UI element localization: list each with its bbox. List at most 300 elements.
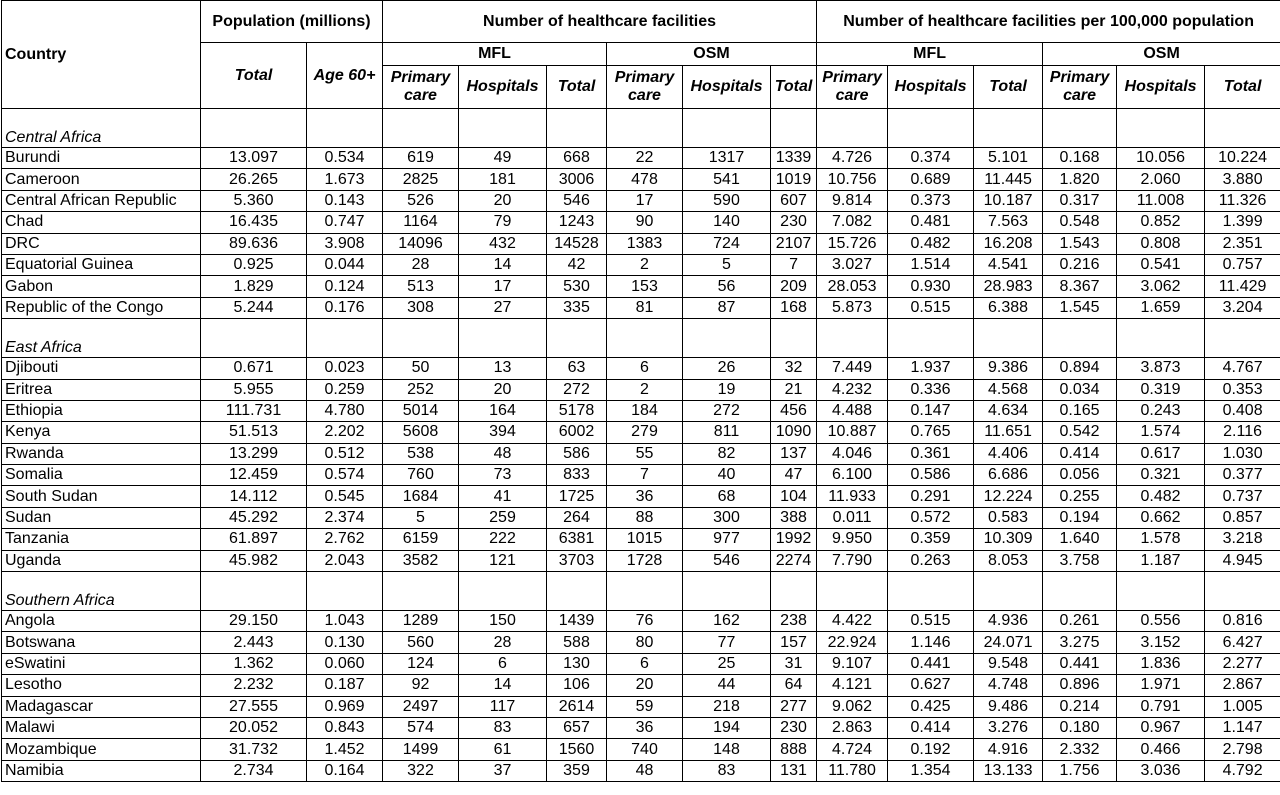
data-cell: 0.617: [1117, 443, 1205, 464]
data-cell: 111.731: [201, 400, 307, 421]
table-row: [2, 529, 1280, 550]
table-row: [2, 358, 1280, 379]
country-name: Tanzania: [2, 529, 201, 550]
data-cell: 79: [459, 212, 547, 233]
data-cell: 1015: [607, 529, 683, 550]
data-cell: 48: [459, 443, 547, 464]
data-cell: 12.224: [974, 486, 1043, 507]
data-cell: 3.204: [1205, 297, 1280, 318]
data-cell: 2614: [547, 696, 607, 717]
empty-cell: [1043, 319, 1117, 358]
data-cell: 27.555: [201, 696, 307, 717]
empty-cell: [607, 572, 683, 611]
header-sub-primary-care: Primary care: [817, 66, 888, 109]
data-cell: 0.056: [1043, 465, 1117, 486]
data-cell: 16.208: [974, 233, 1043, 254]
data-cell: 530: [547, 276, 607, 297]
data-cell: 61.897: [201, 529, 307, 550]
data-cell: 977: [683, 529, 771, 550]
data-cell: 2.374: [307, 507, 383, 528]
data-cell: 3582: [383, 550, 459, 571]
data-cell: 42: [547, 254, 607, 275]
data-cell: 45.982: [201, 550, 307, 571]
data-cell: 4.916: [974, 739, 1043, 760]
empty-cell: [1117, 319, 1205, 358]
header-sub-primary-care: Primary care: [607, 66, 683, 109]
data-cell: 117: [459, 696, 547, 717]
data-cell: 31.732: [201, 739, 307, 760]
data-cell: 2.443: [201, 632, 307, 653]
data-cell: 14: [459, 675, 547, 696]
data-cell: 0.925: [201, 254, 307, 275]
data-cell: 394: [459, 422, 547, 443]
data-cell: 1.354: [888, 760, 974, 781]
data-cell: 7: [607, 465, 683, 486]
data-cell: 7: [771, 254, 817, 275]
country-name: Ethiopia: [2, 400, 201, 421]
data-cell: 3006: [547, 169, 607, 190]
country-name: Equatorial Guinea: [2, 254, 201, 275]
header-per-capita-mfl: MFL: [817, 43, 1043, 66]
data-cell: 11.326: [1205, 190, 1280, 211]
data-cell: 20.052: [201, 717, 307, 738]
data-cell: 9.950: [817, 529, 888, 550]
data-cell: 2497: [383, 696, 459, 717]
data-cell: 1.640: [1043, 529, 1117, 550]
data-cell: 2.332: [1043, 739, 1117, 760]
data-cell: 1.005: [1205, 696, 1280, 717]
data-cell: 184: [607, 400, 683, 421]
data-cell: 3703: [547, 550, 607, 571]
country-name: Angola: [2, 611, 201, 632]
table-row: [2, 611, 1280, 632]
data-cell: 20: [459, 190, 547, 211]
facilities-table: [1, 0, 1280, 782]
table-row: [2, 760, 1280, 781]
data-cell: 10.756: [817, 169, 888, 190]
data-cell: 6.100: [817, 465, 888, 486]
header-population: Population (millions): [201, 1, 383, 43]
region-name: Southern Africa: [2, 572, 201, 611]
data-cell: 11.780: [817, 760, 888, 781]
data-cell: 14528: [547, 233, 607, 254]
table-row: [2, 148, 1280, 169]
data-cell: 0.441: [888, 653, 974, 674]
data-cell: 230: [771, 717, 817, 738]
data-cell: 1560: [547, 739, 607, 760]
data-cell: 2.762: [307, 529, 383, 550]
empty-cell: [771, 319, 817, 358]
data-cell: 17: [459, 276, 547, 297]
data-cell: 157: [771, 632, 817, 653]
empty-cell: [888, 319, 974, 358]
header-sub-total: Total: [547, 66, 607, 109]
data-cell: 1728: [607, 550, 683, 571]
header-facilities-osm: OSM: [607, 43, 817, 66]
data-cell: 252: [383, 379, 459, 400]
data-cell: 222: [459, 529, 547, 550]
data-cell: 0.515: [888, 611, 974, 632]
data-cell: 0.515: [888, 297, 974, 318]
table-row: [2, 169, 1280, 190]
country-name: Gabon: [2, 276, 201, 297]
data-cell: 0.482: [888, 233, 974, 254]
table-row: [2, 233, 1280, 254]
data-cell: 0.541: [1117, 254, 1205, 275]
data-cell: 1.578: [1117, 529, 1205, 550]
data-cell: 131: [771, 760, 817, 781]
region-header-row: [2, 319, 1280, 358]
data-cell: 668: [547, 148, 607, 169]
data-cell: 0.263: [888, 550, 974, 571]
header-sub-hospitals: Hospitals: [1117, 66, 1205, 109]
data-cell: 32: [771, 358, 817, 379]
data-cell: 0.147: [888, 400, 974, 421]
data-cell: 5178: [547, 400, 607, 421]
data-cell: 0.441: [1043, 653, 1117, 674]
empty-cell: [201, 319, 307, 358]
data-cell: 513: [383, 276, 459, 297]
data-cell: 209: [771, 276, 817, 297]
data-cell: 264: [547, 507, 607, 528]
data-cell: 0.765: [888, 422, 974, 443]
data-cell: 0.969: [307, 696, 383, 717]
data-cell: 0.967: [1117, 717, 1205, 738]
data-cell: 162: [683, 611, 771, 632]
data-cell: 1.937: [888, 358, 974, 379]
data-cell: 0.011: [817, 507, 888, 528]
data-cell: 0.466: [1117, 739, 1205, 760]
empty-cell: [1043, 109, 1117, 148]
country-name: Mozambique: [2, 739, 201, 760]
header-sub-primary-care: Primary care: [1043, 66, 1117, 109]
data-cell: 2274: [771, 550, 817, 571]
data-cell: 1.362: [201, 653, 307, 674]
data-cell: 740: [607, 739, 683, 760]
data-cell: 5.101: [974, 148, 1043, 169]
data-cell: 0.747: [307, 212, 383, 233]
data-cell: 1499: [383, 739, 459, 760]
empty-cell: [383, 109, 459, 148]
data-cell: 10.309: [974, 529, 1043, 550]
data-cell: 388: [771, 507, 817, 528]
data-cell: 0.662: [1117, 507, 1205, 528]
data-cell: 546: [683, 550, 771, 571]
data-cell: 432: [459, 233, 547, 254]
country-name: Uganda: [2, 550, 201, 571]
data-cell: 335: [547, 297, 607, 318]
data-cell: 1164: [383, 212, 459, 233]
data-cell: 22.924: [817, 632, 888, 653]
data-cell: 0.572: [888, 507, 974, 528]
data-cell: 83: [459, 717, 547, 738]
empty-cell: [683, 109, 771, 148]
empty-cell: [771, 109, 817, 148]
data-cell: 2.863: [817, 717, 888, 738]
data-cell: 0.319: [1117, 379, 1205, 400]
data-cell: 0.548: [1043, 212, 1117, 233]
empty-cell: [974, 572, 1043, 611]
empty-cell: [888, 109, 974, 148]
data-cell: 31: [771, 653, 817, 674]
data-cell: 140: [683, 212, 771, 233]
data-cell: 9.486: [974, 696, 1043, 717]
data-cell: 6.388: [974, 297, 1043, 318]
data-cell: 0.414: [1043, 443, 1117, 464]
data-cell: 29.150: [201, 611, 307, 632]
data-cell: 7.790: [817, 550, 888, 571]
data-cell: 1.543: [1043, 233, 1117, 254]
data-cell: 164: [459, 400, 547, 421]
data-cell: 0.060: [307, 653, 383, 674]
data-cell: 2.734: [201, 760, 307, 781]
data-cell: 0.896: [1043, 675, 1117, 696]
data-cell: 0.259: [307, 379, 383, 400]
empty-cell: [201, 572, 307, 611]
data-cell: 546: [547, 190, 607, 211]
data-cell: 10.187: [974, 190, 1043, 211]
data-cell: 3.758: [1043, 550, 1117, 571]
data-cell: 1.043: [307, 611, 383, 632]
data-cell: 1.659: [1117, 297, 1205, 318]
data-cell: 121: [459, 550, 547, 571]
data-cell: 4.541: [974, 254, 1043, 275]
data-cell: 2.202: [307, 422, 383, 443]
data-cell: 4.780: [307, 400, 383, 421]
table-row: [2, 717, 1280, 738]
data-cell: 1.452: [307, 739, 383, 760]
data-cell: 4.726: [817, 148, 888, 169]
data-cell: 22: [607, 148, 683, 169]
empty-cell: [1043, 572, 1117, 611]
data-cell: 9.814: [817, 190, 888, 211]
data-cell: 36: [607, 717, 683, 738]
empty-cell: [307, 319, 383, 358]
data-cell: 1289: [383, 611, 459, 632]
data-cell: 0.377: [1205, 465, 1280, 486]
data-cell: 2825: [383, 169, 459, 190]
data-cell: 6: [607, 358, 683, 379]
data-cell: 1317: [683, 148, 771, 169]
data-cell: 0.291: [888, 486, 974, 507]
data-cell: 322: [383, 760, 459, 781]
data-cell: 20: [607, 675, 683, 696]
data-cell: 888: [771, 739, 817, 760]
data-cell: 277: [771, 696, 817, 717]
data-cell: 6002: [547, 422, 607, 443]
data-cell: 1339: [771, 148, 817, 169]
empty-cell: [817, 572, 888, 611]
data-cell: 4.488: [817, 400, 888, 421]
table-row: [2, 400, 1280, 421]
data-cell: 760: [383, 465, 459, 486]
data-cell: 6: [607, 653, 683, 674]
empty-cell: [771, 572, 817, 611]
data-cell: 9.386: [974, 358, 1043, 379]
data-cell: 20: [459, 379, 547, 400]
data-cell: 124: [383, 653, 459, 674]
header-sub-total: Total: [1205, 66, 1280, 109]
country-name: Malawi: [2, 717, 201, 738]
country-name: Eritrea: [2, 379, 201, 400]
data-cell: 0.023: [307, 358, 383, 379]
data-cell: 3.873: [1117, 358, 1205, 379]
data-cell: 811: [683, 422, 771, 443]
data-cell: 0.512: [307, 443, 383, 464]
data-cell: 0.359: [888, 529, 974, 550]
table-row: [2, 507, 1280, 528]
empty-cell: [547, 572, 607, 611]
data-cell: 0.737: [1205, 486, 1280, 507]
data-cell: 0.130: [307, 632, 383, 653]
data-cell: 13.299: [201, 443, 307, 464]
country-name: South Sudan: [2, 486, 201, 507]
data-cell: 28: [459, 632, 547, 653]
data-cell: 28.983: [974, 276, 1043, 297]
data-cell: 5.360: [201, 190, 307, 211]
header-country: Country: [2, 1, 201, 109]
data-cell: 1.820: [1043, 169, 1117, 190]
data-cell: 230: [771, 212, 817, 233]
country-name: DRC: [2, 233, 201, 254]
table-row: [2, 653, 1280, 674]
data-cell: 0.583: [974, 507, 1043, 528]
empty-cell: [307, 572, 383, 611]
country-name: Chad: [2, 212, 201, 233]
region-header-row: [2, 109, 1280, 148]
data-cell: 0.627: [888, 675, 974, 696]
header-sub-hospitals: Hospitals: [459, 66, 547, 109]
data-cell: 0.317: [1043, 190, 1117, 211]
data-cell: 9.107: [817, 653, 888, 674]
country-name: Republic of the Congo: [2, 297, 201, 318]
region-header-row: [2, 572, 1280, 611]
data-cell: 10.056: [1117, 148, 1205, 169]
data-cell: 586: [547, 443, 607, 464]
country-name: eSwatini: [2, 653, 201, 674]
data-cell: 3.880: [1205, 169, 1280, 190]
data-cell: 63: [547, 358, 607, 379]
empty-cell: [817, 109, 888, 148]
data-cell: 6.427: [1205, 632, 1280, 653]
data-cell: 560: [383, 632, 459, 653]
data-cell: 153: [607, 276, 683, 297]
data-cell: 359: [547, 760, 607, 781]
header-facilities-mfl: MFL: [383, 43, 607, 66]
data-cell: 19: [683, 379, 771, 400]
data-cell: 7.082: [817, 212, 888, 233]
data-cell: 4.422: [817, 611, 888, 632]
data-cell: 0.791: [1117, 696, 1205, 717]
data-cell: 0.255: [1043, 486, 1117, 507]
empty-cell: [607, 109, 683, 148]
data-cell: 168: [771, 297, 817, 318]
data-cell: 13: [459, 358, 547, 379]
data-cell: 48: [607, 760, 683, 781]
data-cell: 6.686: [974, 465, 1043, 486]
data-cell: 14096: [383, 233, 459, 254]
data-cell: 55: [607, 443, 683, 464]
data-cell: 0.261: [1043, 611, 1117, 632]
data-cell: 0.180: [1043, 717, 1117, 738]
data-cell: 50: [383, 358, 459, 379]
data-cell: 11.651: [974, 422, 1043, 443]
empty-cell: [547, 109, 607, 148]
data-cell: 574: [383, 717, 459, 738]
data-cell: 1090: [771, 422, 817, 443]
data-cell: 11.445: [974, 169, 1043, 190]
data-cell: 28: [383, 254, 459, 275]
data-cell: 6381: [547, 529, 607, 550]
data-cell: 300: [683, 507, 771, 528]
data-cell: 88: [607, 507, 683, 528]
data-cell: 0.044: [307, 254, 383, 275]
data-cell: 45.292: [201, 507, 307, 528]
data-cell: 4.121: [817, 675, 888, 696]
empty-cell: [1205, 319, 1280, 358]
table-row: [2, 486, 1280, 507]
table-row: [2, 254, 1280, 275]
table-row: [2, 465, 1280, 486]
data-cell: 47: [771, 465, 817, 486]
data-cell: 4.568: [974, 379, 1043, 400]
country-name: Somalia: [2, 465, 201, 486]
data-cell: 7.563: [974, 212, 1043, 233]
data-cell: 28.053: [817, 276, 888, 297]
data-cell: 478: [607, 169, 683, 190]
data-cell: 0.187: [307, 675, 383, 696]
empty-cell: [547, 319, 607, 358]
data-cell: 16.435: [201, 212, 307, 233]
data-cell: 0.336: [888, 379, 974, 400]
data-cell: 3.062: [1117, 276, 1205, 297]
data-cell: 4.232: [817, 379, 888, 400]
data-cell: 724: [683, 233, 771, 254]
table-row: [2, 443, 1280, 464]
data-cell: 7.449: [817, 358, 888, 379]
data-cell: 8.367: [1043, 276, 1117, 297]
region-name: East Africa: [2, 319, 201, 358]
data-cell: 0.124: [307, 276, 383, 297]
data-cell: 2.232: [201, 675, 307, 696]
data-cell: 4.945: [1205, 550, 1280, 571]
data-cell: 0.194: [1043, 507, 1117, 528]
data-cell: 2: [607, 379, 683, 400]
data-cell: 25: [683, 653, 771, 674]
header-sub-primary-care: Primary care: [383, 66, 459, 109]
data-cell: 3.027: [817, 254, 888, 275]
data-cell: 13.133: [974, 760, 1043, 781]
data-cell: 0.757: [1205, 254, 1280, 275]
table-row: [2, 379, 1280, 400]
data-cell: 68: [683, 486, 771, 507]
data-cell: 56: [683, 276, 771, 297]
data-cell: 0.425: [888, 696, 974, 717]
data-cell: 1.146: [888, 632, 974, 653]
data-cell: 1.574: [1117, 422, 1205, 443]
data-cell: 0.168: [1043, 148, 1117, 169]
empty-cell: [1117, 109, 1205, 148]
data-cell: 40: [683, 465, 771, 486]
data-cell: 4.724: [817, 739, 888, 760]
data-cell: 89.636: [201, 233, 307, 254]
data-cell: 17: [607, 190, 683, 211]
header-sub-hospitals: Hospitals: [683, 66, 771, 109]
data-cell: 1725: [547, 486, 607, 507]
data-cell: 11.008: [1117, 190, 1205, 211]
empty-cell: [1117, 572, 1205, 611]
empty-cell: [1205, 572, 1280, 611]
